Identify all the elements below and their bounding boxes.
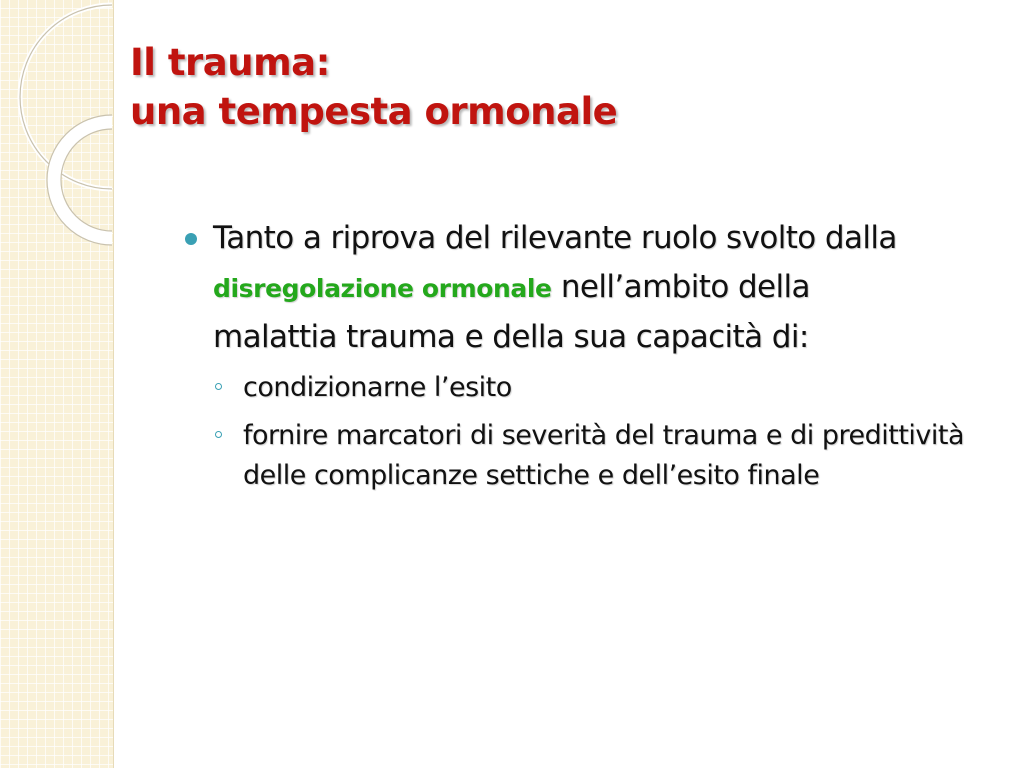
hollow-circle-bullet-icon [215,383,222,390]
small-arc-white [54,122,112,238]
decorative-arcs [0,0,130,260]
bullet-text-after: nell’ambito della malattia trauma e della sua capacità di: [213,269,810,355]
sub-bullet-list [185,368,995,496]
hollow-circle-bullet-icon [215,431,222,438]
sub-bullet-text: condizionarne l’esito [243,372,512,403]
title-line-1: Il trauma: [130,41,330,84]
slide-title [130,38,617,136]
bullet-highlight: disregolazione ormonale [213,274,552,303]
filled-circle-bullet-icon [185,233,197,245]
sub-bullet-item [215,416,983,496]
sub-bullet-item [215,368,983,408]
slide-content [185,214,995,504]
sub-bullet-text: fornire marcatori di severità del trauma e di predittività delle complicanze settiche e dell’esito finale [243,420,965,491]
title-line-2: una tempesta ormonale [130,90,618,133]
large-arc-outline [20,5,112,189]
main-bullet [185,214,933,362]
large-arc-white [20,5,112,189]
bullet-text-before: Tanto a riprova del rilevante ruolo svolto dalla [213,220,897,256]
